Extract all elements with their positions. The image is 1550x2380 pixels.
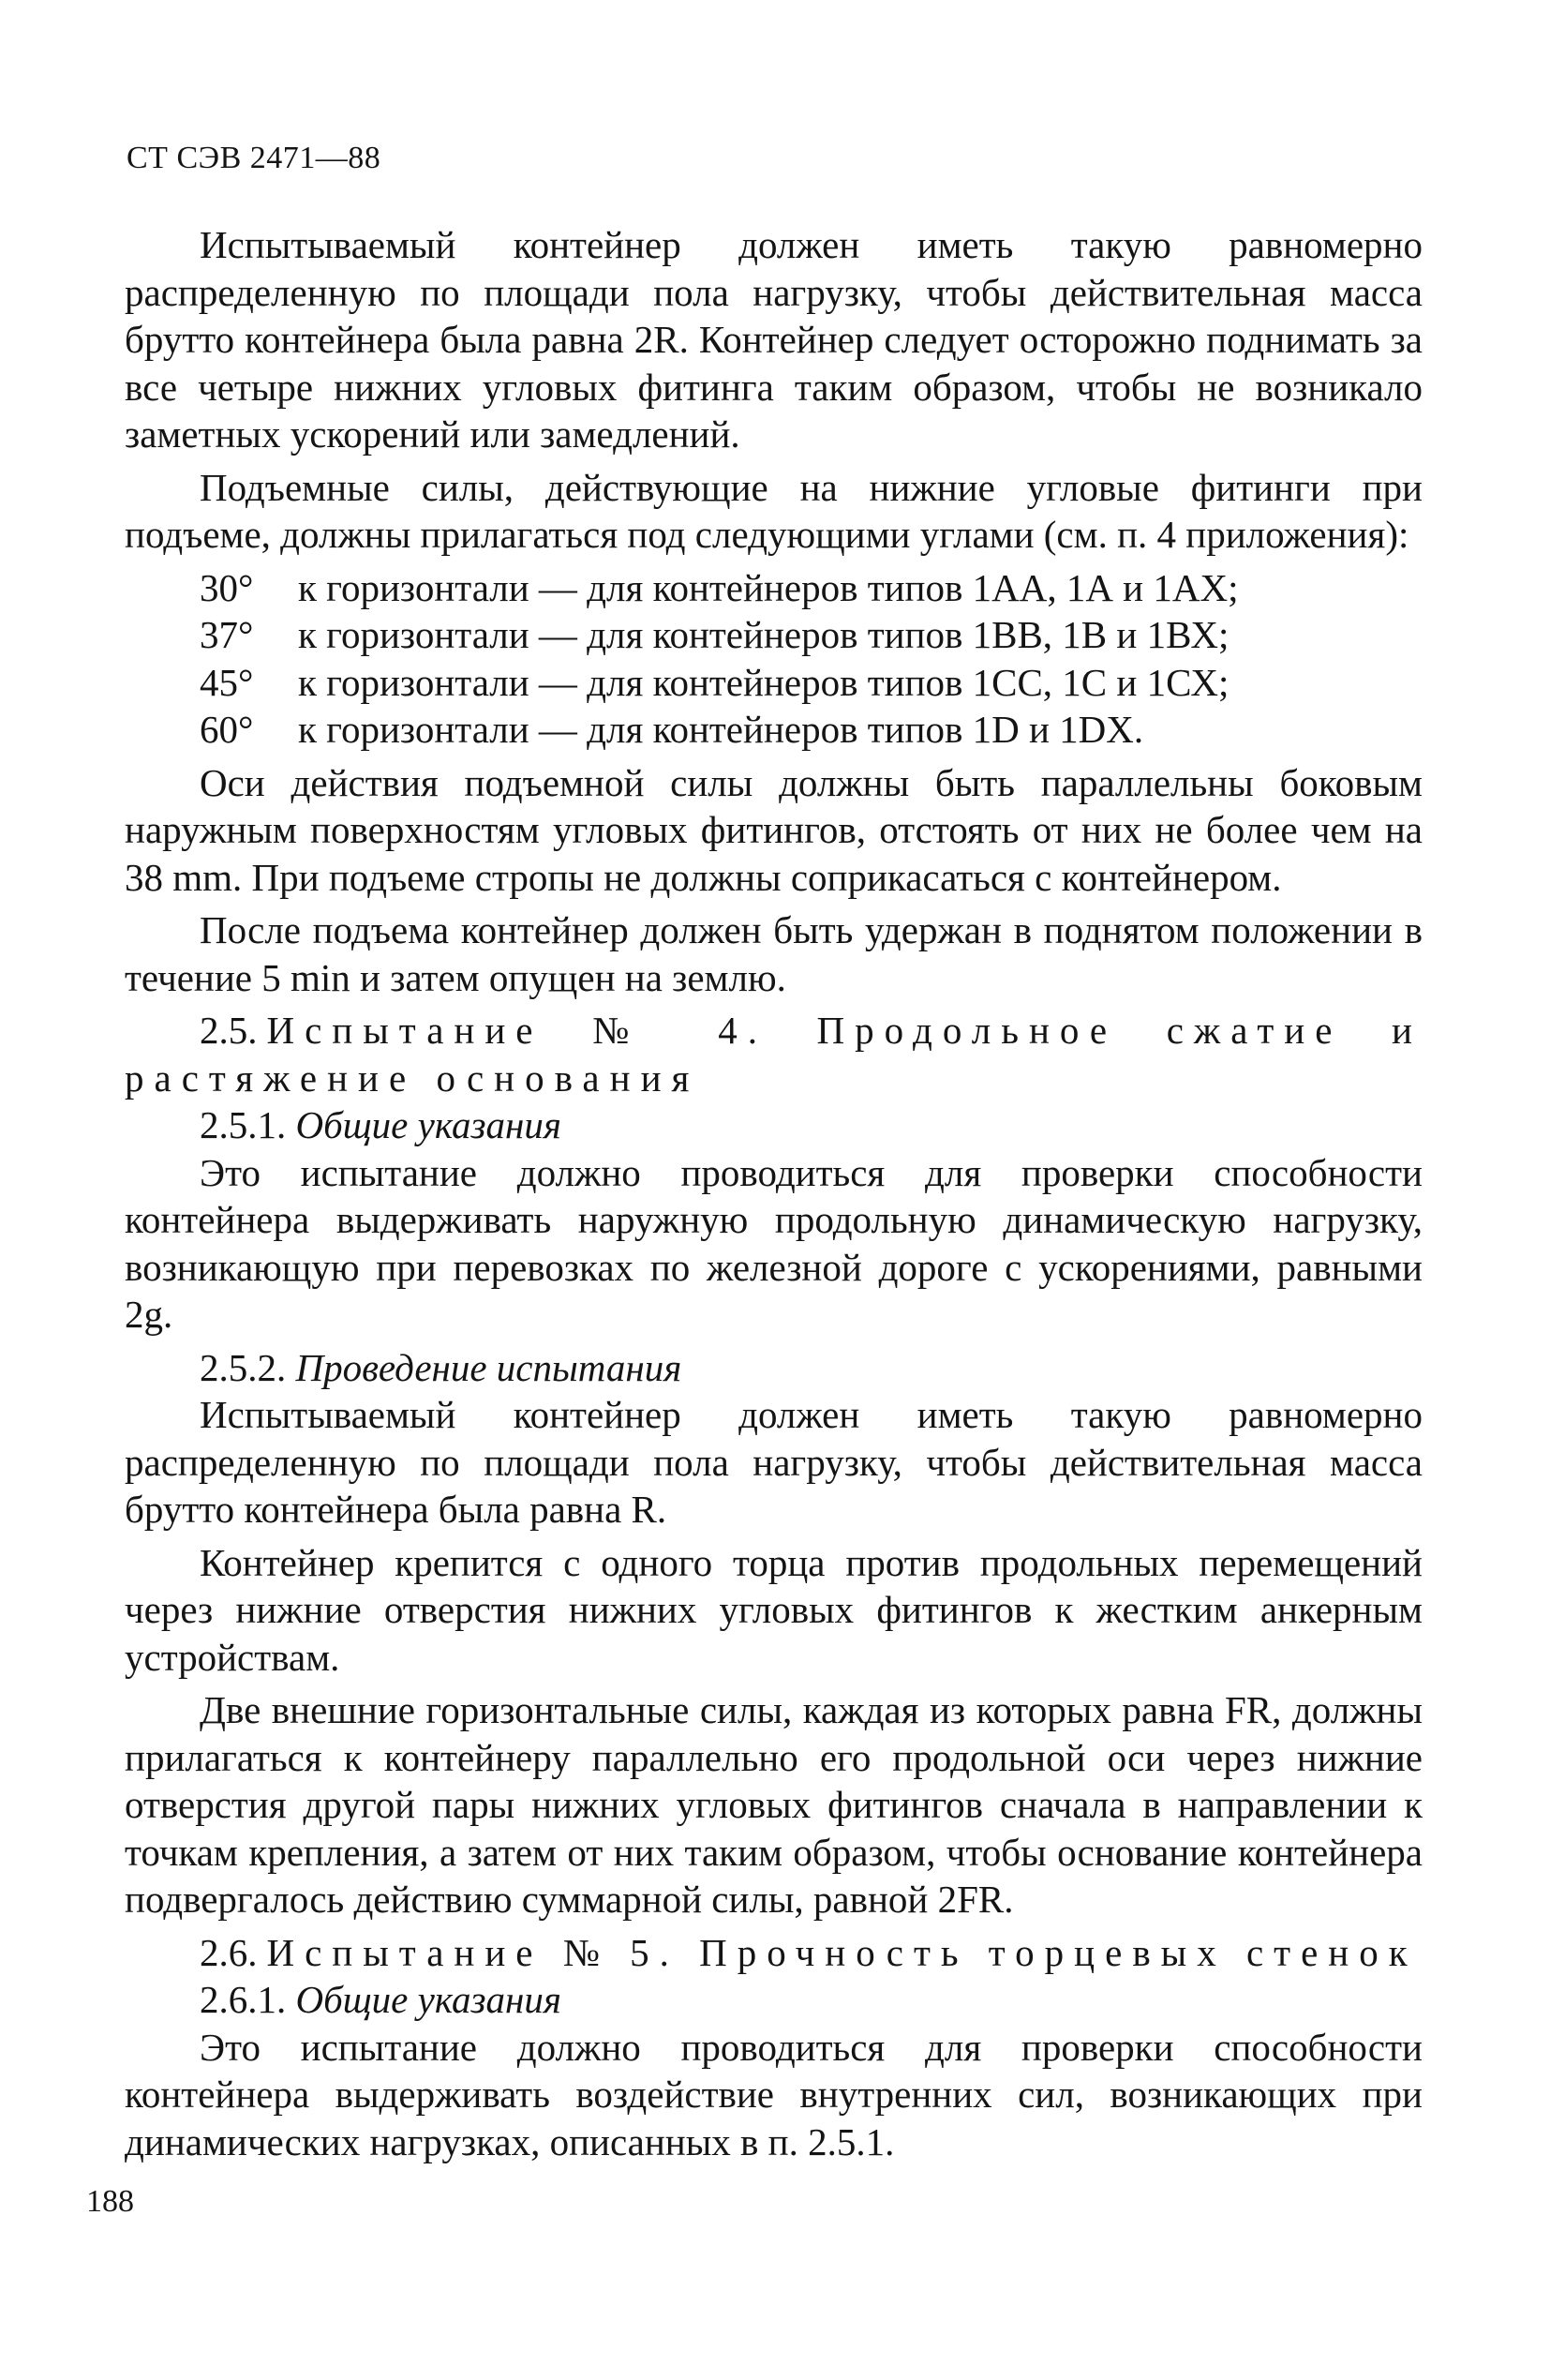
subsection-title: Проведение испытания [295, 1345, 682, 1389]
section-title: Испытание № 4. Продольное сжатие и растяжение основания [125, 1009, 1423, 1100]
paragraph-test-purpose-2-6: Это испытание должно проводиться для проверки способности контейнера выдерживать воздействие внутренних сил, возникающих при динамических нагрузках, описанных в п. 2.5.1. [125, 2025, 1423, 2163]
angle-degrees: 45° [200, 660, 254, 704]
paragraph-lifting-forces: Подъемные силы, действующие на нижние угловые фитинги при подъеме, должны прилагаться под следующими углами (см. п. 4 приложения): [125, 465, 1423, 556]
section-number: 2.6. [200, 1930, 258, 1974]
subsection-title: Общие указания [295, 1978, 561, 2021]
paragraph-load-distribution: Испытываемый контейнер должен иметь такую равномерно распределенную по площади пола нагрузку, чтобы действительная масса брутто контейнера была равна 2R. Контейнер следует осторожно поднимать за все четыре нижних угловых фитинга таким образом, чтобы не возникало заметных ускорений или замедлений. [125, 223, 1423, 456]
angle-item [125, 706, 1423, 754]
paragraph-after-lifting: После подъема контейнер должен быть удержан в поднятом положении в течение 5 min и затем опущен на землю. [125, 908, 1423, 999]
paragraph-test-load: Испытываемый контейнер должен иметь такую равномерно распределенную по площади пола нагрузку, чтобы действительная масса брутто контейнера была равна R. [125, 1393, 1423, 1531]
subsection-title: Общие указания [295, 1103, 561, 1146]
paragraph-force-axes: Оси действия подъемной силы должны быть параллельны боковым наружным поверхностям угловых фитингов, отстоять от них не более чем на 38 mm. При подъеме стропы не должны соприкасаться с контейнером. [125, 760, 1423, 899]
section-heading-2-6 [125, 1929, 1423, 1977]
document-body [125, 221, 1423, 2171]
angle-item [125, 611, 1423, 659]
section-title: Испытание № 5. Прочность торцевых стенок [266, 1930, 1418, 1974]
subsection-number: 2.5.1. [200, 1103, 287, 1146]
angle-description: к горизонтали — для контейнеров типов 1АА, 1А и 1АХ; [298, 565, 1239, 609]
section-number: 2.5. [200, 1009, 258, 1052]
subsection-number: 2.6.1. [200, 1978, 287, 2021]
angle-degrees: 37° [200, 613, 254, 656]
angle-description: к горизонтали — для контейнеров типов 1СС, 1С и 1СХ; [298, 660, 1230, 704]
paragraph-test-purpose-2-5: Это испытание должно проводиться для проверки способности контейнера выдерживать наружную продольную динамическую нагрузку, возникающую при перевозках по железной дороге с ускорениями, равными 2g. [125, 1150, 1423, 1336]
subsection-number: 2.5.2. [200, 1345, 287, 1389]
page-number: 188 [86, 2184, 134, 2219]
angle-item [125, 564, 1423, 612]
lifting-angle-list [125, 564, 1423, 754]
angle-degrees: 60° [200, 708, 254, 751]
angle-item [125, 659, 1423, 707]
angle-degrees: 30° [200, 565, 254, 609]
angle-description: к горизонтали — для контейнеров типов 1ВВ, 1В и 1ВХ; [298, 613, 1230, 656]
section-heading-2-5 [125, 1007, 1423, 1101]
paragraph-horizontal-forces: Две внешние горизонтальные силы, каждая из которых равна FR, должны прилагаться к контейнеру параллельно его продольной оси через нижние отверстия другой пары нижних угловых фитингов сначала в направлении к точкам крепления, а затем от них таким образом, чтобы основание контейнера подвергалось действию суммарной силы, равной 2FR. [125, 1688, 1423, 1921]
running-header: СТ СЭВ 2471—88 [127, 141, 381, 175]
angle-description: к горизонтали — для контейнеров типов 1D и 1DX. [298, 708, 1144, 751]
subsection-heading-2-6-1 [125, 1976, 1423, 2024]
paragraph-container-fixing: Контейнер крепится с одного торца против продольных перемещений через нижние отверстия нижних угловых фитингов к жестким анкерным устройствам. [125, 1540, 1423, 1679]
subsection-heading-2-5-2 [125, 1344, 1423, 1392]
subsection-heading-2-5-1 [125, 1101, 1423, 1149]
